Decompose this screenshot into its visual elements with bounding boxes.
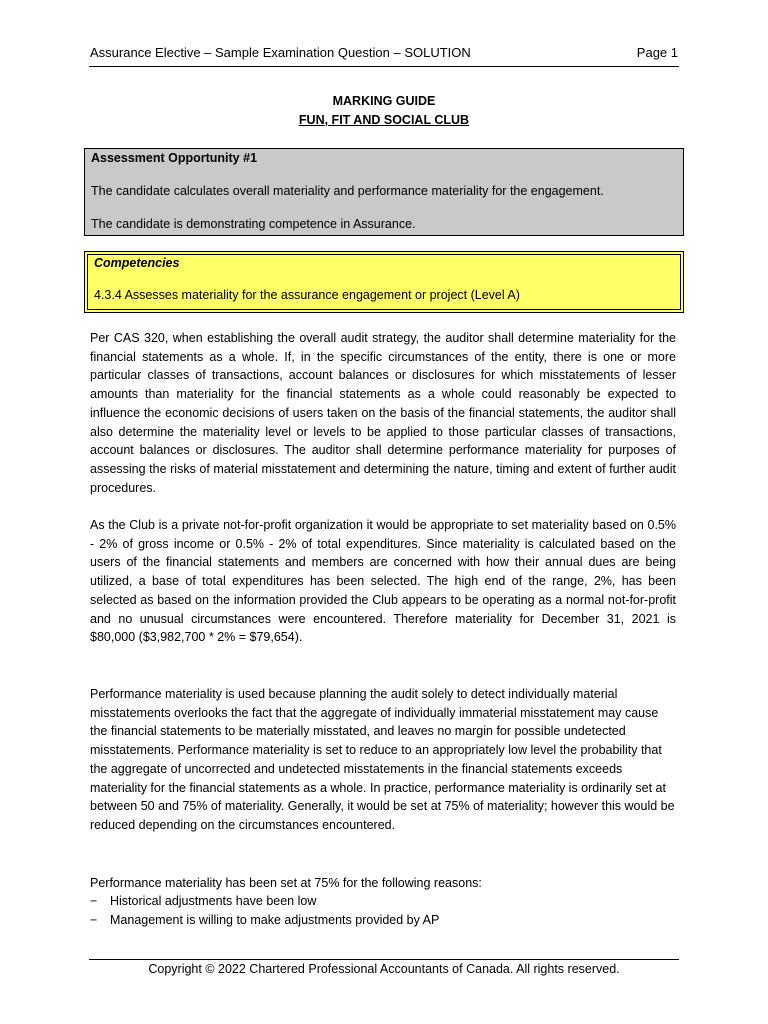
footer-divider: [89, 959, 679, 960]
dash-bullet: −: [90, 912, 98, 927]
document-subtitle: FUN, FIT AND SOCIAL CLUB: [298, 113, 470, 127]
paragraph-materiality-basis: As the Club is a private not-for-profit organization it would be appropriate to set materiality based on 0.5% - 2% of gross income or 0.5% - 2% of total expenditures. Since materiality is calculated based on the users of the financial statements and members are concerned with how their annual dues are being utilized, a base of total expenditures has been selected. The high end of the range, 2%, has been selected as based on the information provided the Club appears to be operating as a normal not-for-profit and no unusual circumstances were encountered. Therefore materiality for December 31, 2021 is $80,000 ($3,982,700 * 2% = $79,654).: [90, 518, 676, 645]
competencies-box: [84, 251, 684, 313]
paragraph-cas320: Per CAS 320, when establishing the overall audit strategy, the auditor shall determine materiality for the financial statements as a whole. If, in the specific circumstances of the entity, there is one or more particular classes of transactions, account balances or disclosures for which misstatements of lesser amounts than materiality for the financial statements as a whole could reasonably be expected to influence the economic decisions of users taken on the basis of the financial statements, the auditor shall also determine the materiality level or levels to be applied to those particular classes of transactions, account balances or disclosures. The auditor shall determine performance materiality for purposes of assessing the risks of material misstatement and determining the nature, timing and extent of further audit procedures.: [90, 331, 676, 495]
page-header: [89, 44, 679, 67]
assessment-line-1: The candidate calculates overall materiality and performance materiality for the engagement.: [91, 184, 604, 198]
competency-line: 4.3.4 Assesses materiality for the assurance engagement or project (Level A): [94, 288, 520, 302]
competencies-inner-border: [87, 254, 681, 310]
assessment-heading: Assessment Opportunity #1: [91, 151, 258, 165]
footer-copyright: Copyright © 2022 Chartered Professional Accountants of Canada. All rights reserved.: [148, 962, 620, 976]
list-item-text: Management is willing to make adjustments provided by AP: [110, 912, 440, 927]
paragraph-reasons-intro: Performance materiality has been set at 75% for the following reasons:: [90, 876, 482, 890]
list-item: [90, 892, 676, 911]
header-title: Assurance Elective – Sample Examination Question – SOLUTION: [90, 45, 471, 60]
page-number: Page 1: [636, 45, 678, 60]
assessment-line-2: The candidate is demonstrating competence in Assurance.: [91, 217, 416, 231]
reasons-list: [90, 892, 676, 929]
document-title: MARKING GUIDE: [332, 94, 436, 108]
paragraph-performance-materiality: Performance materiality is used because planning the audit solely to detect individually material misstatements overlooks the fact that the aggregate of individually immaterial misstatement may cause the financial statements to be materially misstated, and leaves no margin for possible undetected misstatements. Performance materiality is set to reduce to an appropriately low level the probability that the aggregate of uncorrected and undetected misstatements in the financial statements exceeds materiality for the financial statements as a whole. In practice, performance materiality is ordinarily set at between 50 and 75% of materiality. Generally, it would be set at 75% of materiality; however this would be reduced depending on the circumstances encountered.: [90, 687, 675, 832]
competencies-heading: Competencies: [94, 256, 180, 270]
dash-bullet: −: [90, 894, 98, 908]
list-item: [90, 911, 676, 930]
assessment-opportunity-box: [84, 148, 684, 236]
list-item-text: Historical adjustments have been low: [110, 894, 317, 908]
